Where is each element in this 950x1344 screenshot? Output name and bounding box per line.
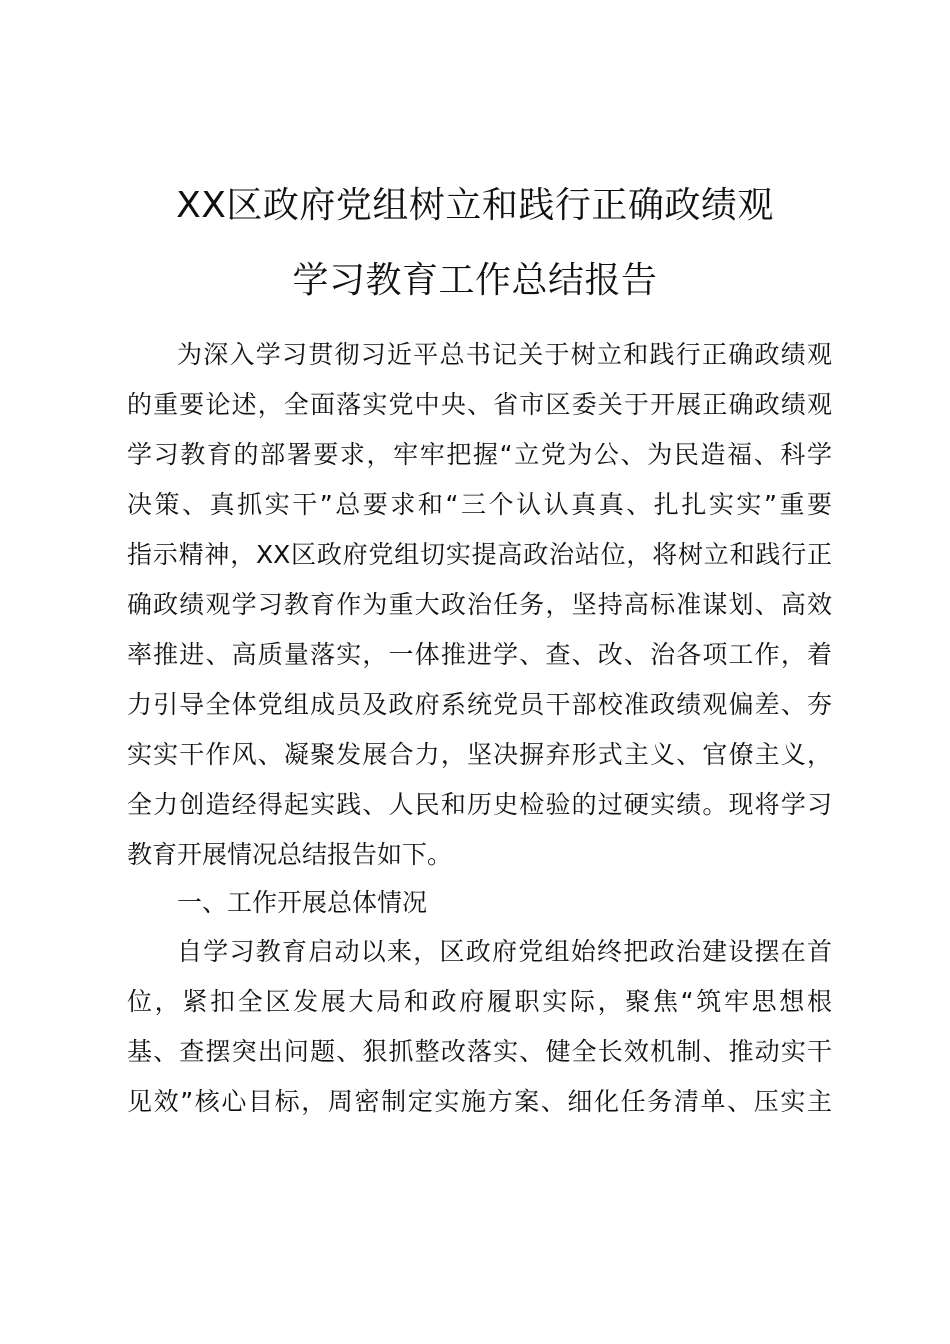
- paragraph-1-line-9: 实实干作风、凝聚发展合力，坚决摒弃形式主义、官僚主义，: [127, 740, 832, 769]
- paragraph-1-line-7: 率推进、高质量落实，一体推进学、查、改、治各项工作，着: [127, 640, 832, 669]
- paragraph-2-line-2: 位，紧扣全区发展大局和政府履职实际，聚焦“筑牢思想根: [127, 987, 832, 1016]
- paragraph-1-line-2: 的重要论述，全面落实党中央、省市区委关于开展正确政绩观: [127, 390, 832, 419]
- paragraph-1-line-10: 全力创造经得起实践、人民和历史检验的过硬实绩。现将学习: [127, 790, 832, 819]
- paragraph-1-line-8: 力引导全体党组成员及政府系统党员干部校准政绩观偏差、夯: [127, 690, 832, 719]
- paragraph-2-line-1: 自学习教育启动以来，区政府党组始终把政治建设摆在首: [177, 937, 832, 966]
- paragraph-1-line-4: 决策、真抓实干”总要求和“三个认认真真、扎扎实实”重要: [127, 490, 832, 519]
- paragraph-1-line-11: 教育开展情况总结报告如下。: [127, 840, 453, 869]
- document-title-line-1: XX区政府党组树立和践行正确政绩观: [176, 185, 774, 226]
- paragraph-2-line-3: 基、查摆突出问题、狠抓整改落实、健全长效机制、推动实干: [127, 1037, 832, 1066]
- document-title-line-2: 学习教育工作总结报告: [292, 260, 658, 301]
- paragraph-1-line-6: 确政绩观学习教育作为重大政治任务，坚持高标准谋划、高效: [127, 590, 832, 619]
- paragraph-1-line-3: 学习教育的部署要求，牢牢把握“立党为公、为民造福、科学: [127, 440, 832, 469]
- paragraph-1-line-5: 指示精神，XX区政府党组切实提高政治站位，将树立和践行正: [127, 540, 832, 569]
- paragraph-1-line-1: 为深入学习贯彻习近平总书记关于树立和践行正确政绩观: [177, 340, 832, 369]
- section-1-heading: 一、工作开展总体情况: [177, 888, 428, 917]
- paragraph-2-line-4: 见效”核心目标，周密制定实施方案、细化任务清单、压实主: [127, 1087, 832, 1116]
